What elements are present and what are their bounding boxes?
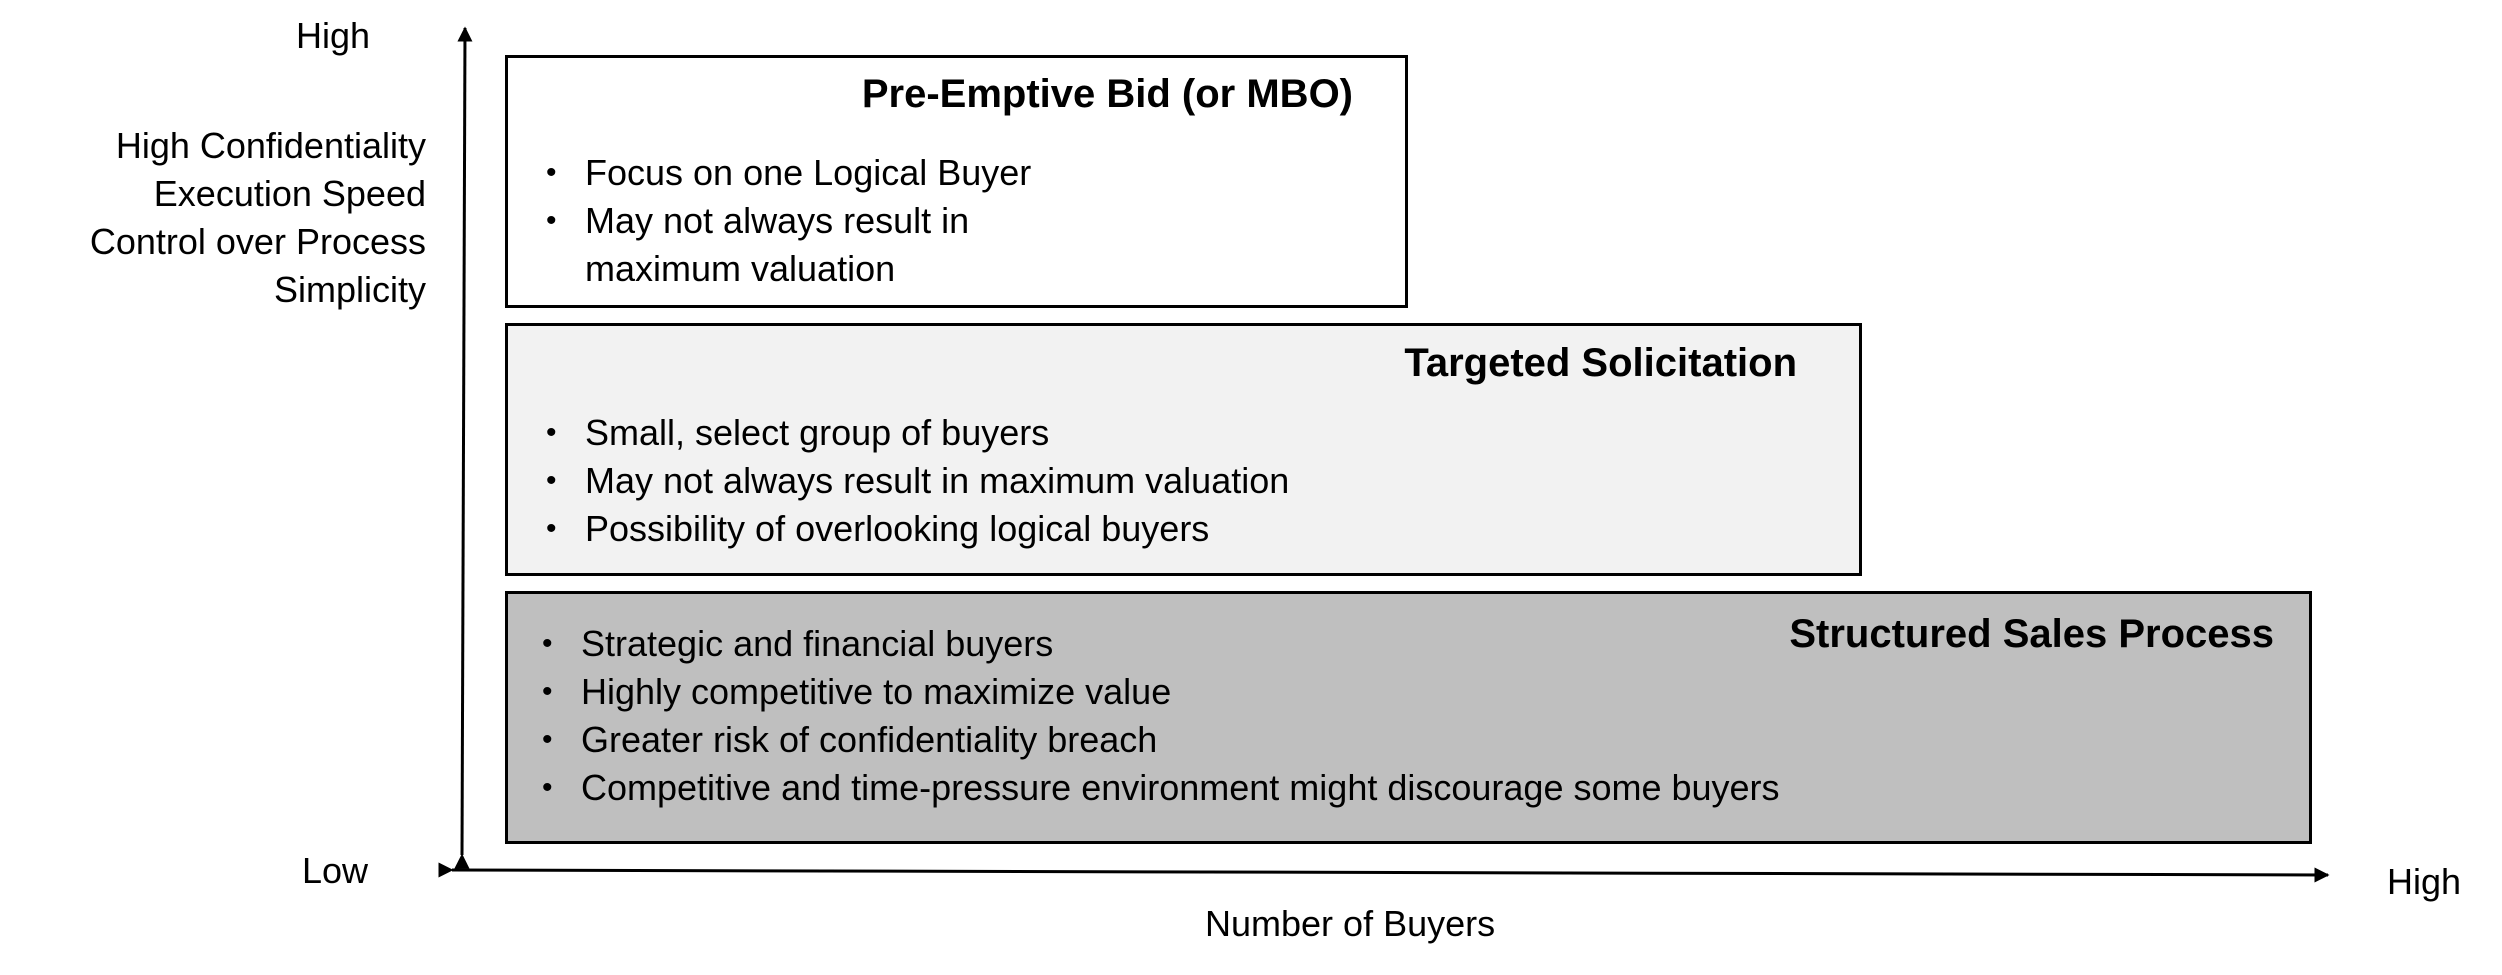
y-axis-attribute: High Confidentiality	[115, 125, 426, 166]
box-title: Structured Sales Process	[1789, 612, 2274, 656]
bullet-item: • Greater risk of confidentiality breach	[534, 716, 1780, 764]
targeted-solicitation-box	[505, 323, 1862, 576]
bullet-item: • Competitive and time-pressure environment might discourage some buyers	[534, 764, 1780, 812]
structured-sales-process-box	[505, 591, 2312, 844]
box-title: Targeted Solicitation	[1404, 341, 1797, 385]
y-axis-low-label: Low	[302, 850, 369, 891]
bullet-item: • Focus on one Logical Buyer	[538, 149, 1031, 197]
bullet-item: • May not always result in	[538, 197, 1031, 245]
pre-emptive-bid-box	[505, 55, 1408, 308]
y-axis-arrow	[462, 28, 465, 855]
box-title: Pre-Emptive Bid (or MBO)	[861, 72, 1353, 116]
y-axis-attribute: Execution Speed	[153, 173, 426, 214]
bullet-item: • Possibility of overlooking logical buyers	[538, 505, 1289, 553]
x-axis-label: Number of Buyers	[1205, 903, 1496, 944]
x-axis-high-label: High	[2387, 861, 2462, 902]
bullet-item-continuation: maximum valuation	[585, 248, 896, 289]
y-axis-attribute: Simplicity	[273, 269, 426, 310]
bullet-list	[534, 620, 1780, 812]
bullet-item: • Strategic and financial buyers	[534, 620, 1780, 668]
y-axis-high-label: High	[296, 15, 371, 56]
y-axis-attributes	[90, 122, 426, 314]
x-axis-arrow	[452, 870, 2328, 875]
bullet-item: • Highly competitive to maximize value	[534, 668, 1780, 716]
bullet-item: • May not always result in maximum valuation	[538, 457, 1289, 505]
y-axis-attribute: Control over Process	[89, 221, 426, 262]
bullet-list	[538, 149, 1031, 293]
bullet-item: • Small, select group of buyers	[538, 409, 1289, 457]
bullet-list	[538, 409, 1289, 553]
